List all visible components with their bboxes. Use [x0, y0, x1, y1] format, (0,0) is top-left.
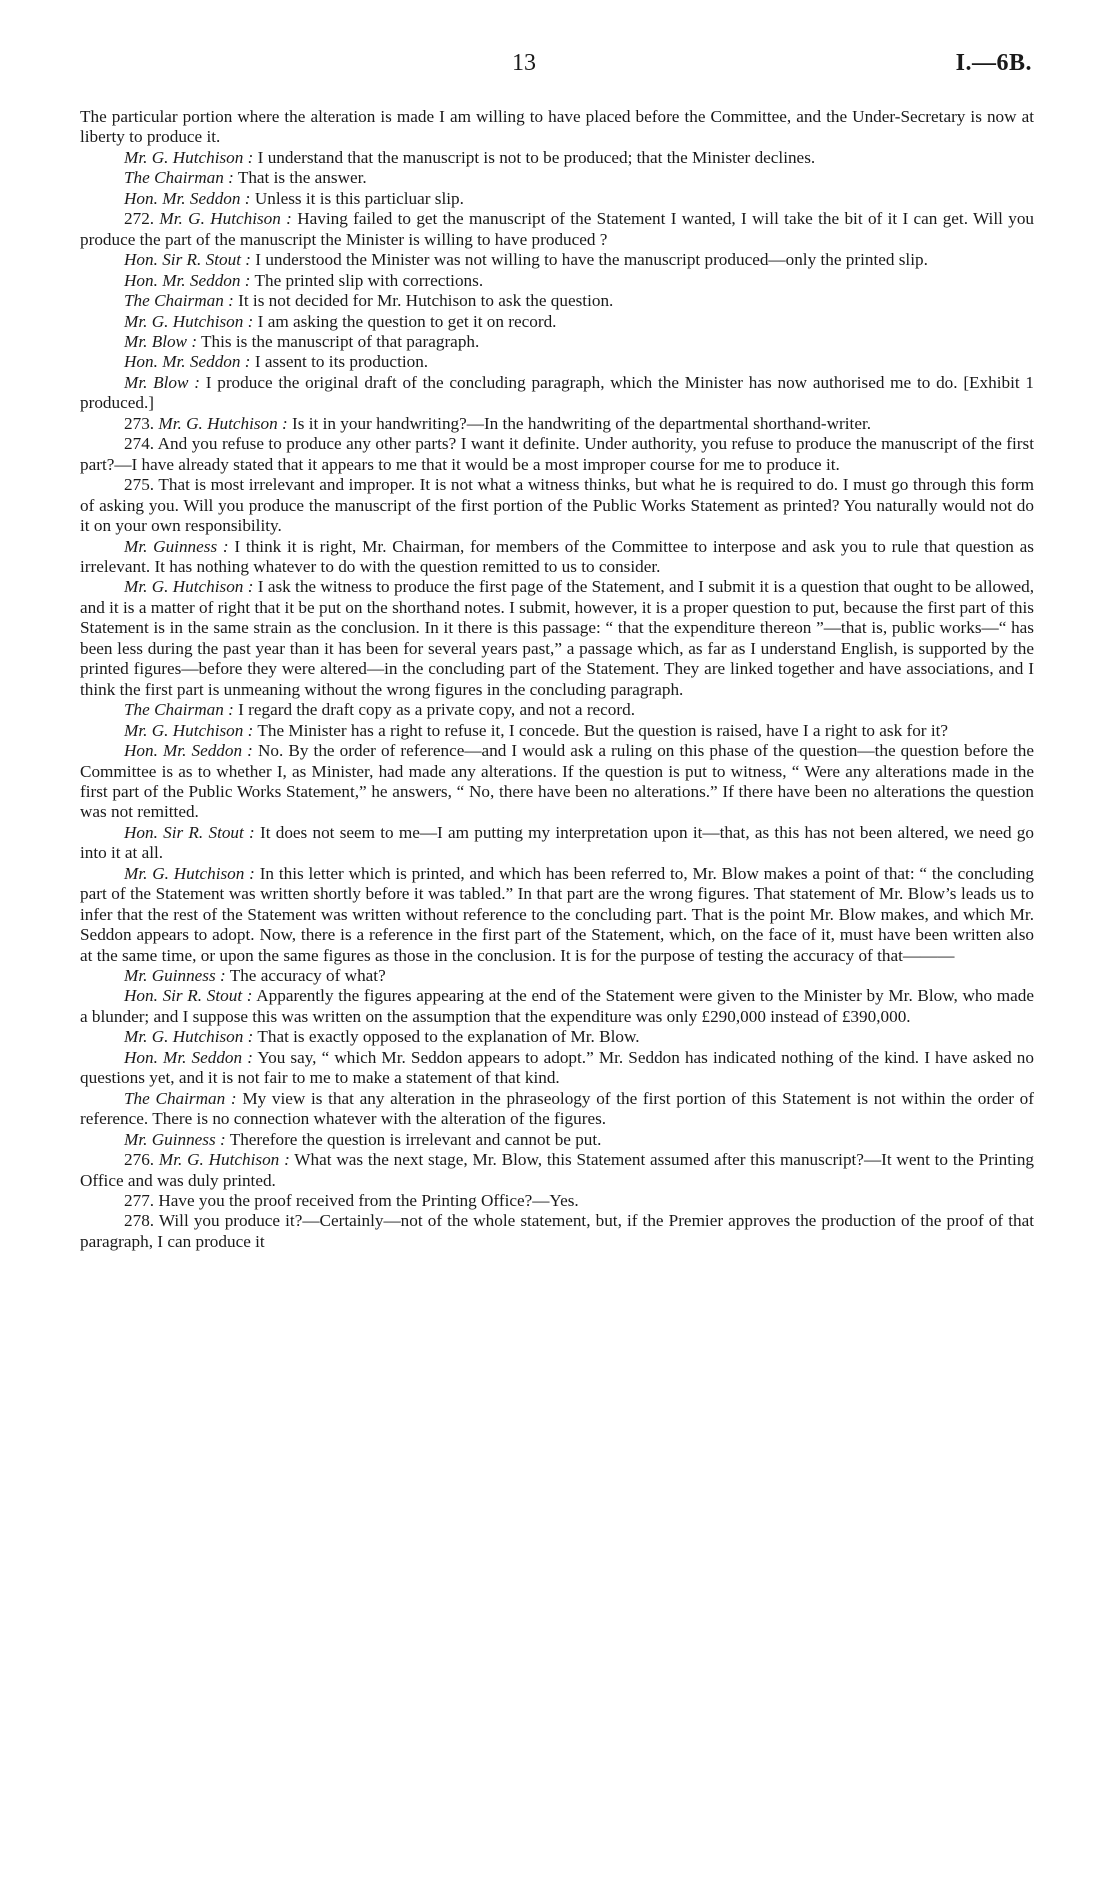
transcript-paragraph: [80, 1089, 1034, 1130]
paragraph-text: The printed slip with corrections.: [250, 270, 484, 290]
speaker-name: Mr. Blow :: [124, 331, 198, 351]
paragraph-text: That is exactly opposed to the explanation of Mr. Blow.: [253, 1027, 640, 1047]
speaker-name: Hon. Sir R. Stout :: [124, 822, 255, 842]
question-number: 276.: [124, 1150, 159, 1170]
paragraph-text: Therefore the question is irrelevant and cannot be put.: [225, 1129, 602, 1149]
paragraph-text: Apparently the figures appearing at the end of the Statement were given to the Minister by Mr. Blow, who made a blunder; and I suppose this was written on the assumption that the expenditure was only £290,000 instead of £390,000.: [80, 986, 1035, 1026]
paragraph-text: I think it is right, Mr. Chairman, for members of the Committee to interpose and ask you to rule that question as irrelevant. It has nothing whatever to do with the question remitted to us to consider.: [80, 536, 1034, 576]
paragraph-text: The particular portion where the alteration is made I am willing to have placed before the Committee, and the Under-Secretary is now at liberty to produce it.: [80, 107, 1034, 147]
paragraph-text: 278. Will you produce it?—Certainly—not of the whole statement, but, if the Premier approves the production of the proof of that paragraph, I can produce it: [80, 1211, 1034, 1251]
speaker-name: Mr. G. Hutchison :: [124, 311, 254, 331]
speaker-name: Mr. Guinness :: [124, 1129, 226, 1149]
paragraph-text: You say, “ which Mr. Seddon appears to adopt.” Mr. Seddon has indicated nothing of the kind. I have asked no questions yet, and it is not fair to me to make a statement of that kind.: [80, 1047, 1034, 1088]
paragraph-text: I ask the witness to produce the first page of the Statement, and I submit it is a question that ought to be allowed, and it is a matter of right that it be put on the shorthand notes. I submit, however, it is a proper question to put, because the first part of this Statement is in the same strain as the conclusion. In it there is this passage: “ that the expenditure thereon ”—that is, public works—“ has been less during the past year than it has been for several years past,” a passage which, as far as I understand English, is supported by the printed figures—before they were altered—in the concluding part of the Statement. They are linked together and have associations, and I think the first part is unmeaning without the wrong figures in the concluding paragraph.: [80, 577, 1034, 699]
transcript-paragraph: [80, 475, 1034, 536]
speaker-name: Mr. G. Hutchison :: [124, 147, 254, 167]
transcript-paragraph: [80, 291, 1034, 311]
speaker-name: Hon. Mr. Seddon :: [124, 188, 251, 208]
paragraph-text: The accuracy of what?: [225, 966, 386, 986]
speaker-name: The Chairman :: [124, 1088, 237, 1108]
transcript-paragraph: [80, 537, 1034, 578]
paragraph-text: It is not decided for Mr. Hutchison to ask the question.: [233, 291, 614, 311]
transcript-paragraph: [80, 1048, 1034, 1089]
paragraph-text: Having failed to get the manuscript of the Statement I wanted, I will take the bit of it I can get. Will you produce the part of the manuscript the Minister is willing to have produced ?: [80, 209, 1035, 249]
question-number: 272.: [124, 209, 160, 229]
paragraph-text: 274. And you refuse to produce any other parts? I want it definite. Under authority, you refuse to produce the manuscript of the first part?—I have already stated that it appears to me that it would be a most improper course for me to produce it.: [80, 434, 1034, 474]
paragraph-text: It does not seem to me—I am putting my interpretation upon it—that, as this has not been altered, we need go into it at all.: [80, 822, 1034, 863]
page-header: [0, 44, 1114, 84]
speaker-name: The Chairman :: [124, 168, 234, 188]
transcript-paragraph: [80, 577, 1034, 700]
transcript-paragraph: [80, 189, 1034, 209]
transcript-paragraph: [80, 168, 1034, 188]
speaker-name: The Chairman :: [124, 291, 234, 311]
speaker-name: Hon. Mr. Seddon :: [124, 741, 253, 761]
paragraph-text: Is it in your handwriting?—In the handwriting of the departmental shorthand-writer.: [287, 413, 872, 433]
paragraph-text: I assent to its production.: [250, 352, 429, 372]
speaker-name: Mr. G. Hutchison :: [124, 720, 254, 740]
transcript-paragraph: [80, 1150, 1034, 1191]
transcript-paragraph: [80, 148, 1034, 168]
paragraph-text: What was the next stage, Mr. Blow, this Statement assumed after this manuscript?—It went to the Printing Office and was duly printed.: [80, 1150, 1035, 1190]
transcript-paragraph: [80, 1191, 1034, 1211]
speaker-name: Mr. G. Hutchison :: [158, 413, 288, 433]
paragraph-text: I regard the draft copy as a private copy, and not a record.: [233, 700, 636, 720]
paragraph-text: I produce the original draft of the concluding paragraph, which the Minister has now authorised me to do. [Exhibit 1 produced.]: [80, 372, 1035, 413]
speaker-name: Mr. G. Hutchison :: [124, 577, 254, 597]
page-number: 13: [512, 50, 536, 76]
paragraph-text: That is the answer.: [233, 168, 367, 188]
transcript-paragraph: [80, 271, 1034, 291]
speaker-name: Hon. Sir R. Stout :: [124, 250, 251, 270]
speaker-name: Hon. Mr. Seddon :: [124, 270, 251, 290]
transcript-paragraph: [80, 352, 1034, 372]
paragraph-text: 275. That is most irrelevant and improper. It is not what a witness thinks, but what he is required to do. I must go through this form of asking you. Will you produce the manuscript of the first portion of the Public Works Statement as printed? You naturally would not do it on your own responsibility.: [80, 475, 1034, 536]
speaker-name: Mr. G. Hutchison :: [124, 1027, 254, 1047]
transcript-paragraph: [80, 1211, 1034, 1252]
paragraph-text: In this letter which is printed, and which has been referred to, Mr. Blow makes a point of that: “ the concluding part of the Statement was written shortly before it was tabled.” In that part are the wrong figures. That statement of Mr. Blow’s leads us to infer that the rest of the Statement was written without reference to the concluding part. That is the point Mr. Blow makes, and which Mr. Seddon appears to adopt. Now, there is a reference in the first part of the Statement, which, on the face of it, must have been written also at the same time, or upon the same figures as those in the conclusion. It is for the purpose of testing the accuracy of that———: [80, 863, 1035, 965]
speaker-name: Mr. G. Hutchison :: [159, 209, 292, 229]
transcript-paragraph: [80, 986, 1034, 1027]
paragraph-text: My view is that any alteration in the phraseology of the first portion of this Statement is not within the order of reference. There is no connection whatever with the alteration of the figures.: [80, 1088, 1034, 1129]
transcript-body: [80, 107, 1034, 1252]
speaker-name: Mr. Blow :: [124, 372, 200, 392]
paragraph-text: I understood the Minister was not willing to have the manuscript produced—only the printed slip.: [251, 250, 928, 270]
speaker-name: Mr. Guinness :: [124, 966, 226, 986]
transcript-paragraph: [80, 250, 1034, 270]
speaker-name: Mr. Guinness :: [124, 536, 229, 556]
paragraph-text: Unless it is this particluar slip.: [250, 188, 464, 208]
transcript-paragraph: [80, 209, 1034, 250]
transcript-paragraph: [80, 721, 1034, 741]
paragraph-text: I am asking the question to get it on record.: [253, 311, 557, 331]
transcript-paragraph: [80, 107, 1034, 148]
transcript-paragraph: [80, 332, 1034, 352]
paragraph-text: This is the manuscript of that paragraph.: [197, 331, 480, 351]
speaker-name: The Chairman :: [124, 700, 234, 720]
transcript-paragraph: [80, 1027, 1034, 1047]
transcript-paragraph: [80, 312, 1034, 332]
paragraph-text: 277. Have you the proof received from the Printing Office?—Yes.: [124, 1191, 579, 1211]
speaker-name: Hon. Mr. Seddon :: [124, 1047, 253, 1067]
speaker-name: Hon. Mr. Seddon :: [124, 352, 251, 372]
transcript-paragraph: [80, 823, 1034, 864]
paragraph-text: The Minister has a right to refuse it, I concede. But the question is raised, have I a right to ask for it?: [253, 720, 949, 740]
speaker-name: Hon. Sir R. Stout :: [124, 986, 253, 1006]
page-reference: I.—6B.: [955, 50, 1032, 76]
transcript-paragraph: [80, 414, 1034, 434]
paragraph-text: No. By the order of reference—and I would ask a ruling on this phase of the question—the question before the Committee is as to whether I, as Minister, had made any alterations. If the question is put to witness, “ Were any alterations made in the first part of the Public Works Statement,” he answers, “ No, there have been no alterations.” If there have been no alterations the question was not remitted.: [80, 741, 1034, 822]
speaker-name: Mr. G. Hutchison :: [124, 863, 255, 883]
paragraph-text: I understand that the manuscript is not to be produced; that the Minister declines.: [253, 147, 816, 167]
speaker-name: Mr. G. Hutchison :: [158, 1150, 290, 1170]
transcript-paragraph: [80, 741, 1034, 823]
transcript-paragraph: [80, 966, 1034, 986]
transcript-paragraph: [80, 373, 1034, 414]
transcript-paragraph: [80, 434, 1034, 475]
transcript-paragraph: [80, 700, 1034, 720]
question-number: 273.: [124, 413, 159, 433]
transcript-paragraph: [80, 864, 1034, 966]
transcript-paragraph: [80, 1130, 1034, 1150]
